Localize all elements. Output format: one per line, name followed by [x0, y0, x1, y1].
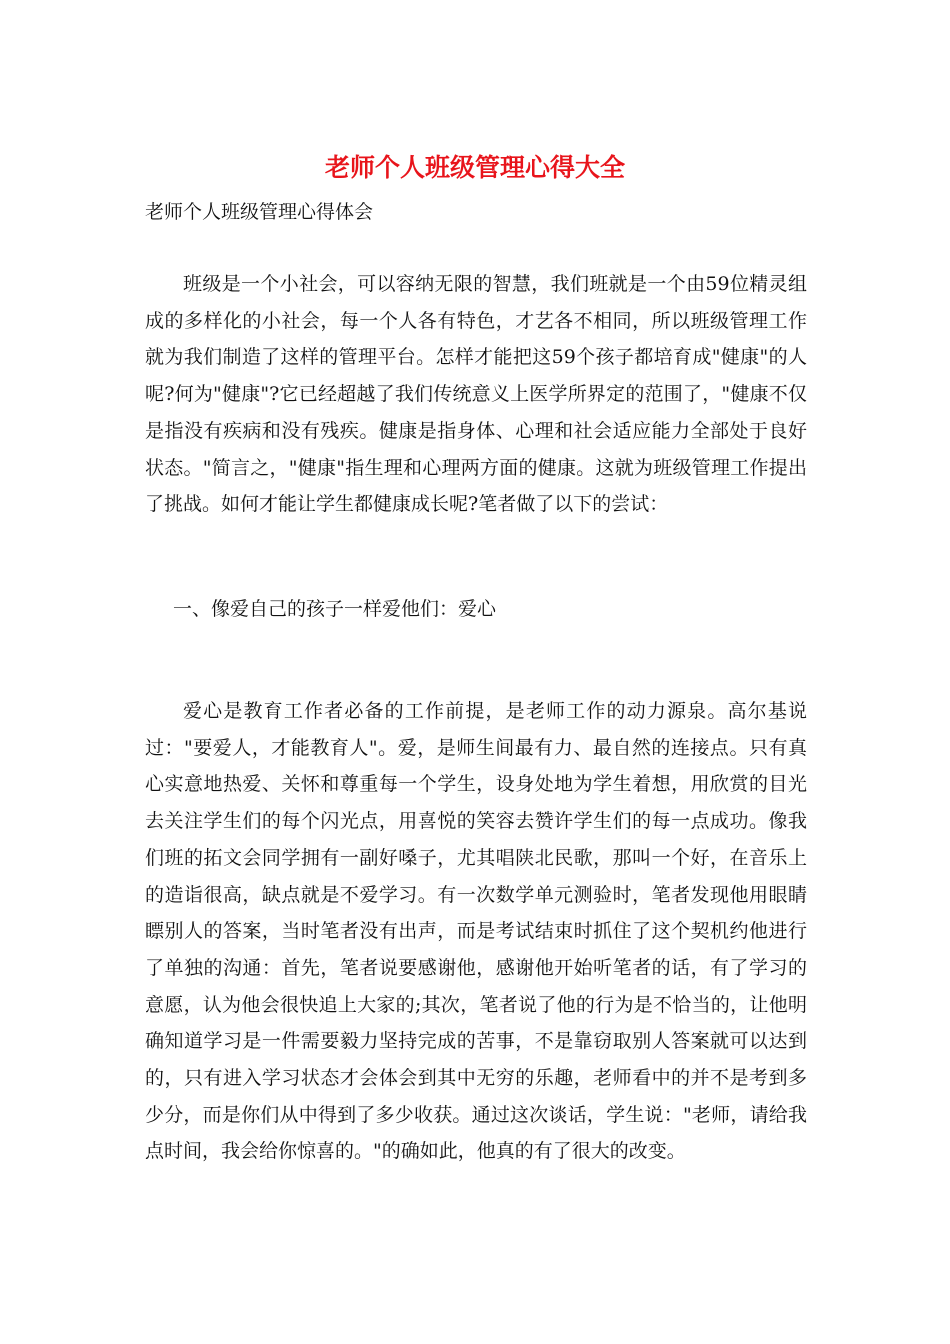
- paragraph-intro: 班级是一个小社会，可以容纳无限的智慧，我们班就是一个由59位精灵组成的多样化的小社会，每一个人各有特色，才艺各不相同，所以班级管理工作就为我们制造了这样的管理平台。怎样才能把这59个孩子都培育成"健康"的人呢?何为"健康"?它已经超越了我们传统意义上医学所界定的范围了，"健康不仅是指没有疾病和没有残疾。健康是指身体、心理和社会适应能力全部处于良好状态。"简言之，"健康"指生理和心理两方面的健康。这就为班级管理工作提出了挑战。如何才能让学生都健康成长呢?笔者做了以下的尝试：: [145, 273, 807, 516]
- document-title: 老师个人班级管理心得大全: [324, 153, 625, 182]
- section-heading-love: 一、像爱自己的孩子一样爱他们：爱心: [173, 598, 497, 620]
- paragraph-love: 爱心是教育工作者必备的工作前提，是老师工作的动力源泉。高尔基说过："要爱人，才能教育人"。爱，是师生间最有力、最自然的连接点。只有真心实意地热爱、关怀和尊重每一个学生，设身处地为学生着想，用欣赏的目光去关注学生们的每个闪光点，用喜悦的笑容去赞许学生们的每一点成功。像我们班的拓文会同学拥有一副好嗓子，尤其唱陕北民歌，那叫一个好，在音乐上的造诣很高，缺点就是不爱学习。有一次数学单元测验时，笔者发现他用眼睛瞟别人的答案，当时笔者没有出声，而是考试结束时抓住了这个契机约他进行了单独的沟通：首先，笔者说要感谢他，感谢他开始听笔者的话，有了学习的意愿，认为他会很快追上大家的;其次，笔者说了他的行为是不恰当的，让他明确知道学习是一件需要毅力坚持完成的苦事，不是靠窃取别人答案就可以达到的，只有进入学习状态才会体会到其中无穷的乐趣，老师看中的并不是考到多少分，而是你们从中得到了多少收获。通过这次谈话，学生说："老师，请给我点时间，我会给你惊喜的。"的确如此，他真的有了很大的改变。: [145, 700, 807, 1163]
- document-subtitle: 老师个人班级管理心得体会: [145, 201, 374, 223]
